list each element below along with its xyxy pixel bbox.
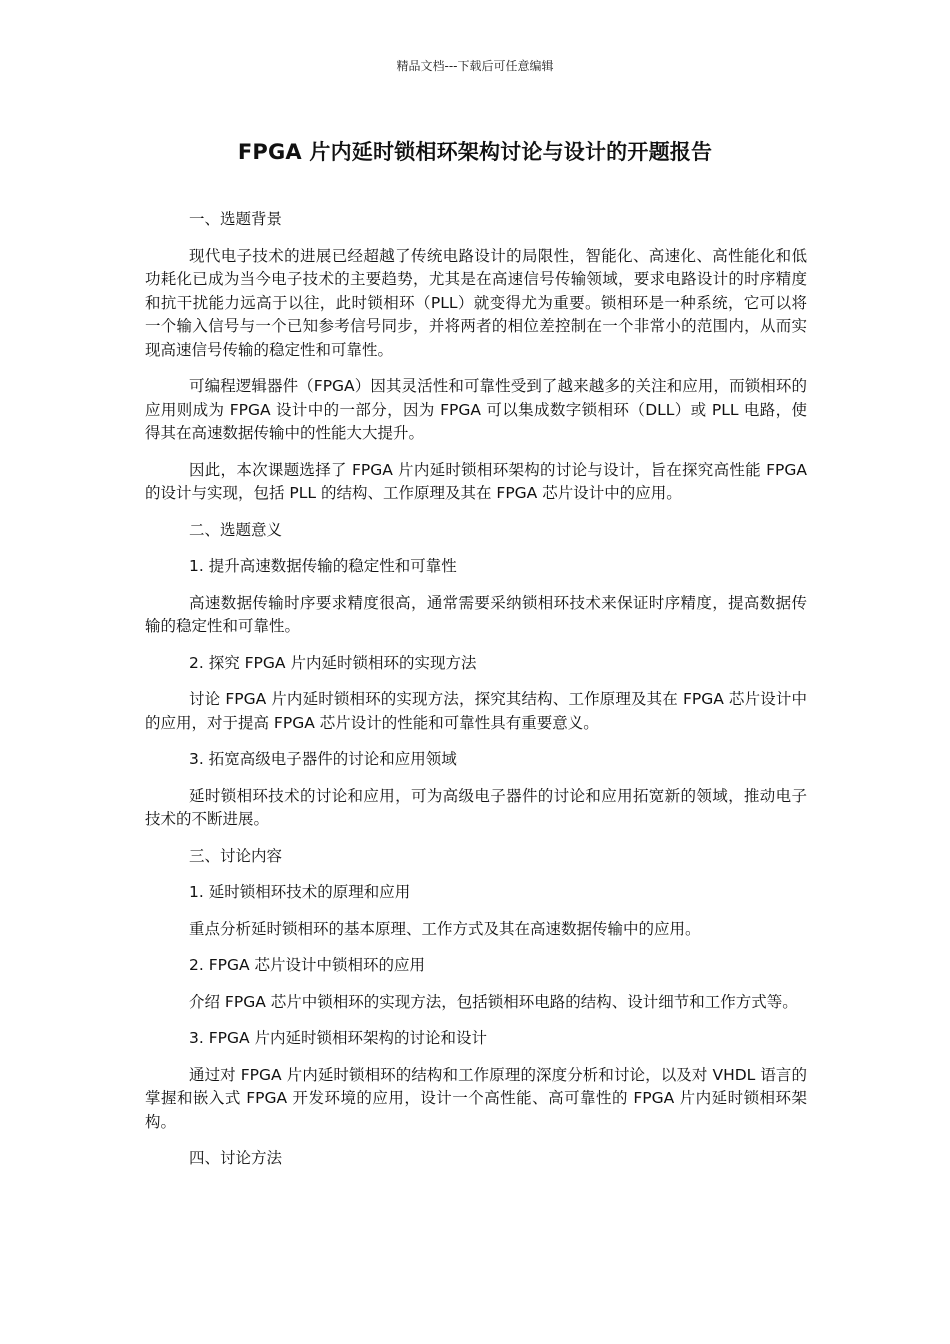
section-heading-background: 一、选题背景 [189,210,283,228]
subheading-content-3: 3. FPGA 片内延时锁相环架构的讨论和设计 [189,1029,488,1047]
subheading-content-1: 1. 延时锁相环技术的原理和应用 [189,883,411,901]
paragraph-significance-1: 高速数据传输时序要求精度很高，通常需要采纳锁相环技术来保证时序精度，提高数据传输的稳定性和可靠性。 [145,593,807,635]
paragraph-significance-3: 延时锁相环技术的讨论和应用，可为高级电子器件的讨论和应用拓宽新的领域，推动电子技术的不断进展。 [145,786,807,828]
paragraph-significance-2: 讨论 FPGA 片内延时锁相环的实现方法，探究其结构、工作原理及其在 FPGA 芯片设计中的应用，对于提高 FPGA 芯片设计的性能和可靠性具有重要意义。 [145,690,807,732]
document-body [145,208,807,1184]
section-heading-significance: 二、选题意义 [189,520,283,539]
paragraph-background-2: 可编程逻辑器件（FPGA）因其灵活性和可靠性受到了越来越多的关注和应用，而锁相环的应用则成为 FPGA 设计中的一部分，因为 FPGA 可以集成数字锁相环（DLL）或 PLL 电路，使得其在高速数据传输中的性能大大提升。 [145,377,807,442]
page-title: FPGA 片内延时锁相环架构讨论与设计的开题报告 [237,140,713,164]
subheading-significance-2: 2. 探究 FPGA 片内延时锁相环的实现方法 [189,653,477,672]
section-heading-content: 三、讨论内容 [189,846,283,865]
section-heading-methods: 四、讨论方法 [189,1149,283,1167]
paragraph-background-3: 因此，本次课题选择了 FPGA 片内延时锁相环架构的讨论与设计，旨在探究高性能 FPGA 的设计与实现，包括 PLL 的结构、工作原理及其在 FPGA 芯片设计中的应用。 [145,460,807,502]
subheading-content-2: 2. FPGA 芯片设计中锁相环的应用 [189,956,426,974]
paragraph-background-1: 现代电子技术的进展已经超越了传统电路设计的局限性，智能化、高速化、高性能化和低功耗化已成为当今电子技术的主要趋势，尤其是在高速信号传输领域，要求电路设计的时序精度和抗干扰能力远高于以往，此时锁相环（PLL）就变得尤为重要。锁相环是一种系统，它可以将一个输入信号与一个已知参考信号同步，并将两者的相位差控制在一个非常小的范围内，从而实现高速信号传输的稳定性和可靠性。 [145,246,807,359]
paragraph-content-3: 通过对 FPGA 片内延时锁相环的结构和工作原理的深度分析和讨论，以及对 VHDL 语言的掌握和嵌入式 FPGA 开发环境的应用，设计一个高性能、高可靠性的 FPGA 片内延时锁相环架构。 [145,1065,807,1131]
header-note: 精品文档---下载后可任意编辑 [396,59,554,73]
paragraph-content-2: 介绍 FPGA 芯片中锁相环的实现方法，包括锁相环电路的结构、设计细节和工作方式等。 [189,992,798,1011]
subheading-significance-1: 1. 提升高速数据传输的稳定性和可靠性 [189,557,457,575]
subheading-significance-3: 3. 拓宽高级电子器件的讨论和应用领域 [189,750,457,768]
paragraph-content-1: 重点分析延时锁相环的基本原理、工作方式及其在高速数据传输中的应用。 [189,919,701,938]
